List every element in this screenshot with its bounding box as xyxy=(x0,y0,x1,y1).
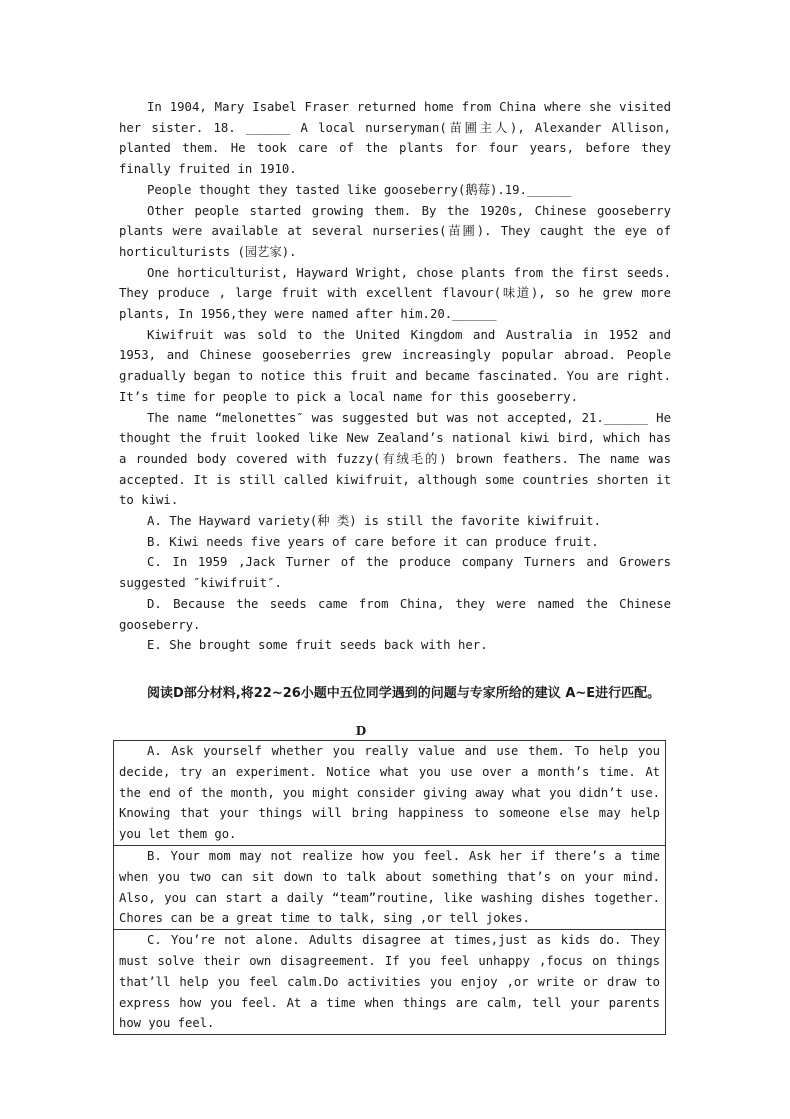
advice-a: A. Ask yourself whether you really value and use them. To help you decide, try an experiment. Notice what you use over a month’s time. At the end of the month, you might consider giving away what you didn’t use. Knowing that your things will bring happiness to someone else may help you let them go. xyxy=(114,741,666,846)
passage-paragraph: In 1904, Mary Isabel Fraser returned home from China where she visited her sister. 18. ______ A local nurseryman(苗圃主人), Alexander Allison, planted them. He took care of the plants for four years, before they finally fruited in 1910. xyxy=(119,100,671,177)
reading-passage xyxy=(119,97,671,656)
passage-paragraph: One horticulturist, Hayward Wright, chose plants from the first seeds. They produce , large fruit with excellent flavour(味道), so he grew more plants, In 1956,they were named after him.20.______ xyxy=(119,265,671,322)
option-c: C. In 1959 ,Jack Turner of the produce company Turners and Growers suggested ″kiwifruit″. xyxy=(119,555,671,591)
advice-c: C. You’re not alone. Adults disagree at times,just as kids do. They must solve their own disagreement. If you feel unhappy ,focus on things that’ll help you feel calm.Do activities you enjoy ,or write or draw to express how you feel. At a time when things are calm, tell your parents how you feel. xyxy=(114,930,666,1035)
table-row xyxy=(114,930,666,1035)
option-d: D. Because the seeds came from China, they were named the Chinese gooseberry. xyxy=(119,596,671,632)
option-a: A. The Hayward variety(种 类) is still the favorite kiwifruit. xyxy=(147,514,601,529)
section-instruction: 阅读D部分材料,将22~26小题中五位同学遇到的问题与专家所给的建议 A~E进行匹配。 xyxy=(147,686,661,701)
option-b: B. Kiwi needs five years of care before it can produce fruit. xyxy=(147,534,599,549)
passage-paragraph: Kiwifruit was sold to the United Kingdom and Australia in 1952 and 1953, and Chinese gooseberries grew increasingly popular abroad. People gradually began to notice this fruit and became fascinated. You are right. It’s time for people to pick a local name for this gooseberry. xyxy=(119,327,671,404)
table-row xyxy=(114,845,666,929)
table-row xyxy=(114,741,666,846)
section-label: D xyxy=(355,724,367,738)
advice-table xyxy=(113,740,666,1035)
advice-b: B. Your mom may not realize how you feel. Ask her if there’s a time when you two can sit down to talk about something that’s on your mind. Also, you can start a daily “team”routine, like washing dishes together. Chores can be a great time to talk, sing ,or tell jokes. xyxy=(114,845,666,929)
option-e: E. She brought some fruit seeds back with her. xyxy=(147,638,488,653)
passage-paragraph: People thought they tasted like gooseberry(鹅莓).19.______ xyxy=(147,182,572,197)
passage-paragraph: The name “melonettes″ was suggested but was not accepted, 21.______ He thought the fruit looked like New Zealand’s national kiwi bird, which has a rounded body covered with fuzzy(有绒毛的) brown feathers. The name was accepted. It is still called kiwifruit, although some countries shorten it to kiwi. xyxy=(119,410,671,508)
passage-paragraph: Other people started growing them. By the 1920s, Chinese gooseberry plants were available at several nurseries(苗圃). They caught the eye of horticulturists (园艺家). xyxy=(119,203,671,259)
